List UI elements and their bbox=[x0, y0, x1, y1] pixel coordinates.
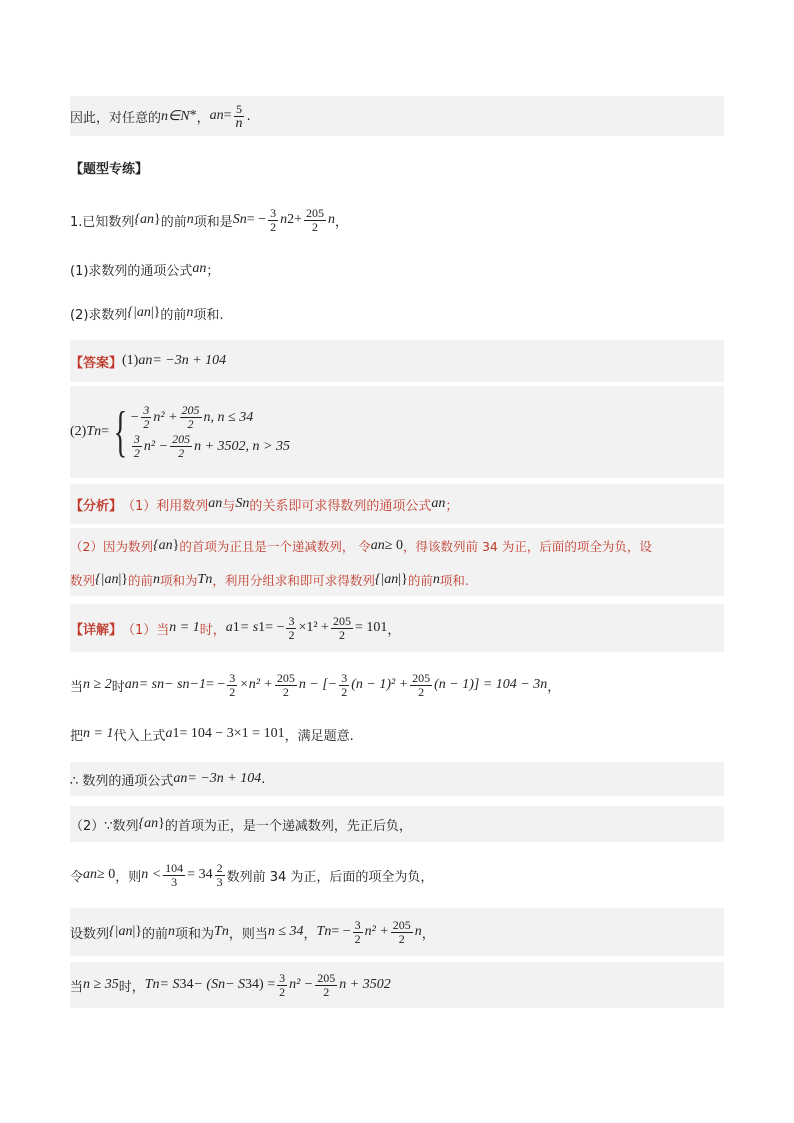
detail-line-3: 把 n = 1 代入上式 a 1 = 104 − 3×1 = 101 ，满足题意. bbox=[70, 726, 354, 744]
question-2: (2)求数列 {|a n |} 的前 n 项和. bbox=[70, 305, 224, 323]
answer-line-1: 【答案】 (1) a n = −3n + 104 bbox=[70, 340, 724, 382]
section-title: 【题型专练】 bbox=[70, 161, 149, 177]
brace-icon: { bbox=[113, 401, 128, 463]
detail-line-1: 【详解】 （1）当 n = 1 时， a 1 = s 1 = − $\frac{3}{2}$ ×1² + $\frac{205}{2}$ = 101 ， bbox=[70, 604, 724, 652]
detail-line-7: 设数列 {|a n |} 的前 n 项和为 T n ，则当 n ≤ 34 ， T n = − $\frac{3}{2}$ n² + $\frac{205}{2}$ n ， bbox=[70, 908, 724, 956]
piecewise: { − $\frac{3}{2}$ n² + $\frac{205}{2}$ n, n ≤ 34 $\frac{3}{2}$ n² − $\frac{205}{2}$ n + 3502, n > 35 bbox=[113, 401, 290, 463]
detail-line-5: （2）∵数列 {a n } 的首项为正，是一个递减数列，先正后负， bbox=[70, 806, 724, 842]
analysis-line-3: 数列 {|a n |} 的前 n 项和为 T n ，利用分组求和即可求得数列 {|a n |} 的前 n 项和. bbox=[70, 564, 724, 596]
conclusion-line: 因此，对任意的 n∈N * ， a n = $\frac{5}{n}$ . bbox=[70, 96, 724, 136]
detail-line-8: 当 n ≥ 35 时， T n = S 34 − (S n − S 34 ) = $\frac{3}{2}$ n² − $\frac{205}{2}$ n + 3502 bbox=[70, 962, 724, 1008]
answer-line-2: (2) T n = { − $\frac{3}{2}$ n² + $\frac{205}{2}$ n, n ≤ 34 $\frac{3}{2}$ n² − $\frac{205}{2}$ n + 3502, n > 35 bbox=[70, 386, 724, 478]
question-1: (1)求数列的通项公式 a n ； bbox=[70, 261, 220, 279]
analysis-line-2: （2）因为数列 {a n } 的首项为正且是一个递减数列， 令 a n ≥ 0 ，得该数列前 34 为正，后面的项全为负，设 bbox=[70, 528, 724, 564]
detail-line-4: ∴ 数列的通项公式 a n = −3n + 104 . bbox=[70, 762, 724, 796]
detail-line-6: 令 a n ≥ 0 ，则 n < $\frac{104}{3}$ = 34 $\frac{2}{3}$ 数列前 34 为正，后面的项全为负， bbox=[70, 860, 434, 889]
fraction: $\frac{5}{n}$ bbox=[235, 101, 243, 131]
analysis-line-1: 【分析】 （1）利用数列 a n 与 S n 的关系即可求得数列的通项公式 a n ； bbox=[70, 484, 724, 524]
problem-statement: 1.已知数列 {a n } 的前 n 项和是 S n = − $\frac{3}{2}$ n 2 + $\frac{205}{2}$ n ， bbox=[70, 205, 348, 234]
detail-line-2: 当 n ≥ 2 时 a n = s n − s n−1 = − $\frac{3}{2}$ ×n² + $\frac{205}{2}$ n − [− $\frac{3}{2}$ (n − 1)² + $\frac{205}{2}$ (n − 1)] = 104 − 3n ， bbox=[70, 670, 561, 699]
